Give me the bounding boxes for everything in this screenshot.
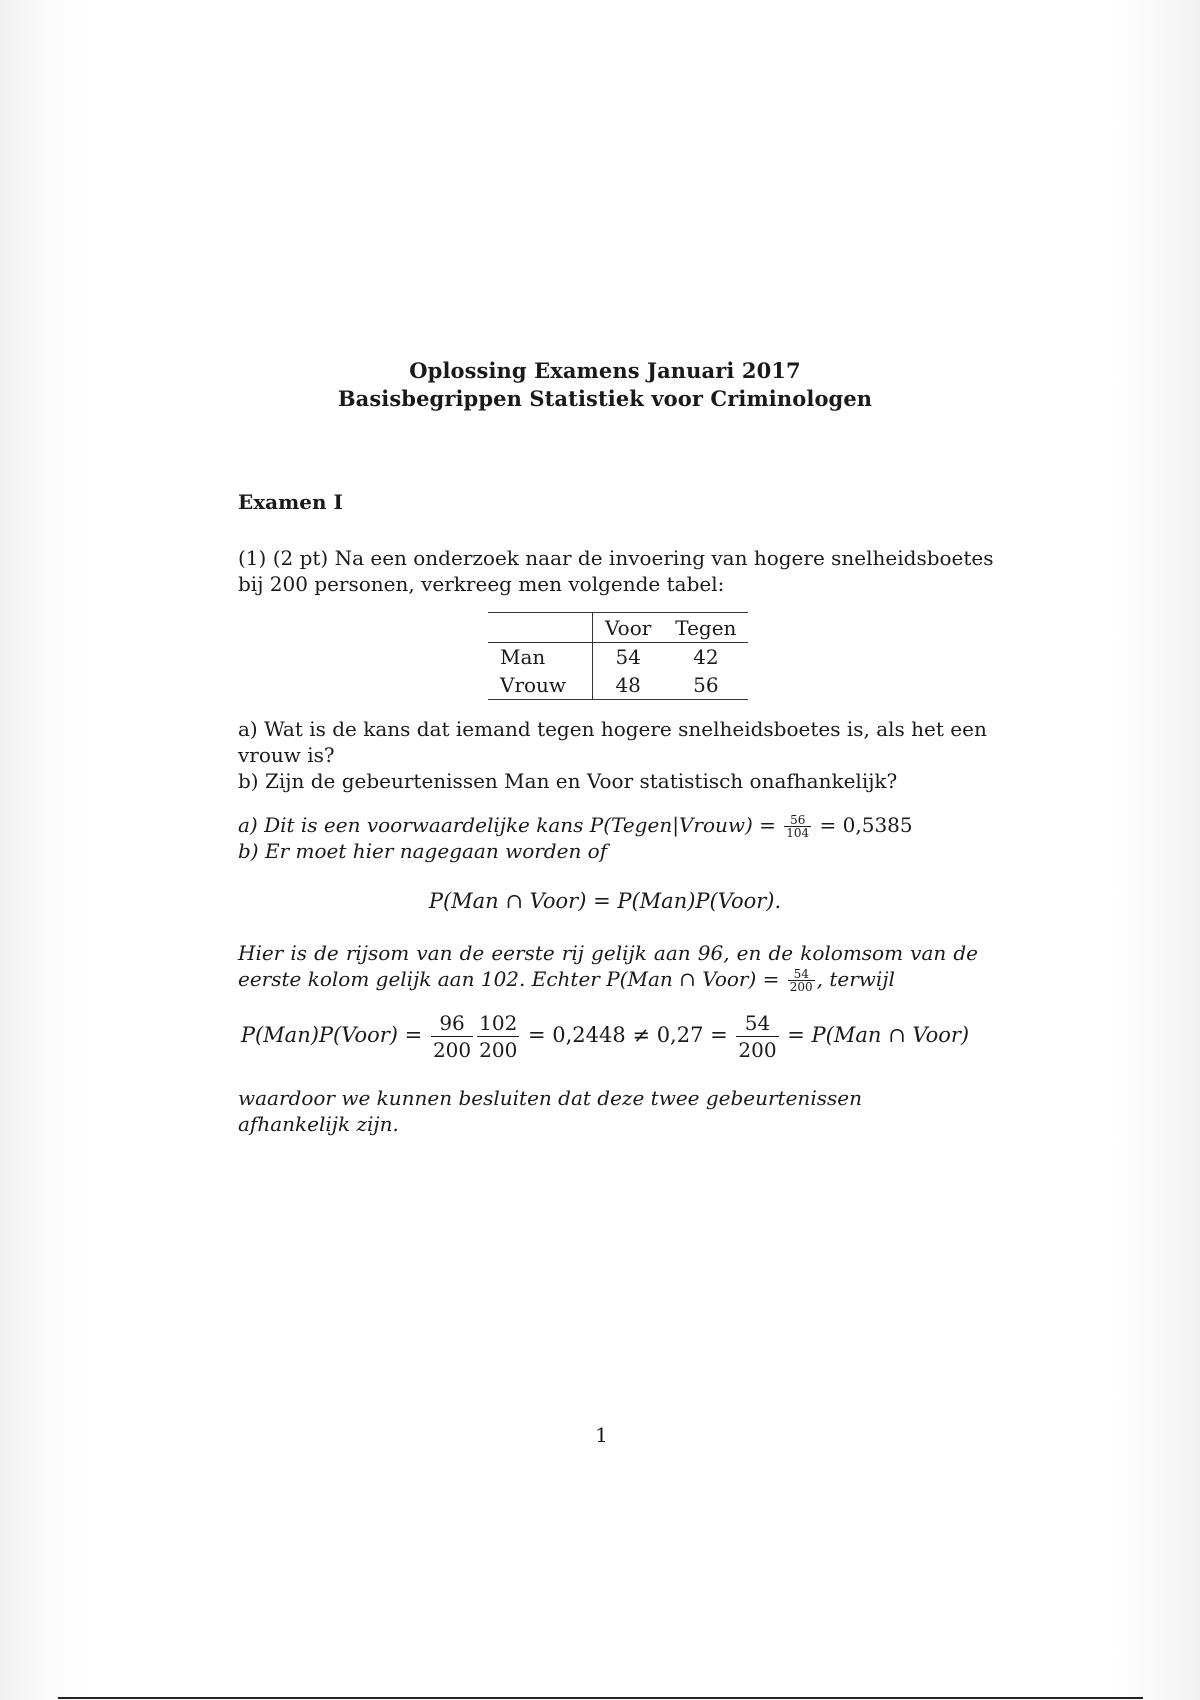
answer-a-text: a) Dit is een voorwaardelijke kans (238, 813, 590, 837)
subquestion-a-line-1: a) Wat is de kans dat iemand tegen hogere snelheidsboetes is, als het een (238, 717, 987, 741)
section-heading: Examen I (238, 490, 343, 514)
fraction-numerator: 54 (736, 1013, 778, 1037)
explanation-line-2-start: eerste kolom gelijk aan 102. Echter (238, 967, 607, 991)
question-1 (238, 545, 994, 597)
table-cell: 56 (663, 671, 748, 700)
fraction-denominator: 104 (786, 826, 810, 840)
answer-a-expression: P(Tegen|Vrouw) = (589, 813, 783, 837)
conclusion: waardoor we kunnen besluiten dat deze twee gebeurtenissen afhankelijk zijn. (238, 1086, 862, 1136)
fraction-54-200 (736, 1013, 778, 1060)
table-header-tegen: Tegen (663, 613, 748, 643)
table-cell: 42 (693, 645, 719, 669)
fraction-denominator: 200 (789, 980, 813, 994)
fraction-denominator: 200 (432, 1038, 472, 1062)
subquestion-b: b) Zijn de gebeurtenissen Man en Voor statistisch onafhankelijk? (238, 769, 898, 793)
table-row-label: Vrouw (488, 671, 593, 700)
question-1-line-1: (1) (2 pt) Na een onderzoek naar de invoering van hogere snelheidsboetes (238, 546, 994, 570)
bottom-rule (58, 1697, 1143, 1699)
table-cell: 54 (615, 645, 641, 669)
fraction-numerator: 56 (784, 814, 811, 827)
question-1-line-2: bij 200 personen, verkreeg men volgende tabel: (238, 572, 725, 596)
fraction-102-200 (477, 1013, 519, 1060)
answer-a-result: = 0,5385 (813, 813, 913, 837)
fraction-numerator: 102 (479, 1011, 518, 1035)
table-header-row (488, 613, 748, 643)
table-row-label: Man (488, 643, 593, 672)
answer-b-intro: b) Er moet hier nagegaan worden of (238, 839, 608, 863)
independence-equation: P(Man ∩ Voor) = P(Man)P(Voor). (428, 889, 782, 913)
explanation-fraction (788, 968, 815, 993)
product-equation-middle: = 0,2448 ≠ 0,27 = (521, 1023, 735, 1047)
fraction-96-200 (431, 1013, 473, 1060)
table-header-voor: Voor (593, 613, 664, 643)
explanation-line-2 (238, 966, 978, 993)
fraction-denominator: 200 (738, 1038, 777, 1062)
document-subtitle: Basisbegrippen Statistiek voor Criminologen (337, 386, 873, 411)
subquestion-a-line-2: vrouw is? (238, 743, 335, 767)
answer-a (238, 812, 978, 839)
explanation-line-1: Hier is de rijsom van de eerste rij gelijk aan 96, en de kolomsom van de (238, 941, 978, 965)
explanation (238, 940, 978, 993)
document-title: Oplossing Examens Januari 2017 (409, 358, 801, 383)
page-number: 1 (595, 1423, 608, 1447)
fraction-numerator: 54 (788, 968, 815, 981)
fraction-numerator: 96 (431, 1013, 473, 1037)
subquestions (238, 716, 987, 794)
product-equation (0, 1013, 1200, 1060)
explanation-line-2-end: , terwijl (816, 967, 895, 991)
product-equation-lhs: P(Man)P(Voor) = (240, 1023, 429, 1047)
product-equation-rhs: = P(Man ∩ Voor) (780, 1023, 970, 1047)
table-row (488, 671, 748, 700)
table-corner-cell (488, 613, 593, 643)
contingency-table (488, 612, 748, 700)
table-cell: 48 (593, 671, 664, 700)
table-row (488, 643, 748, 672)
answer-a-fraction (784, 814, 811, 839)
explanation-expression: P(Man ∩ Voor) = (606, 967, 786, 991)
fraction-denominator: 200 (479, 1038, 518, 1062)
